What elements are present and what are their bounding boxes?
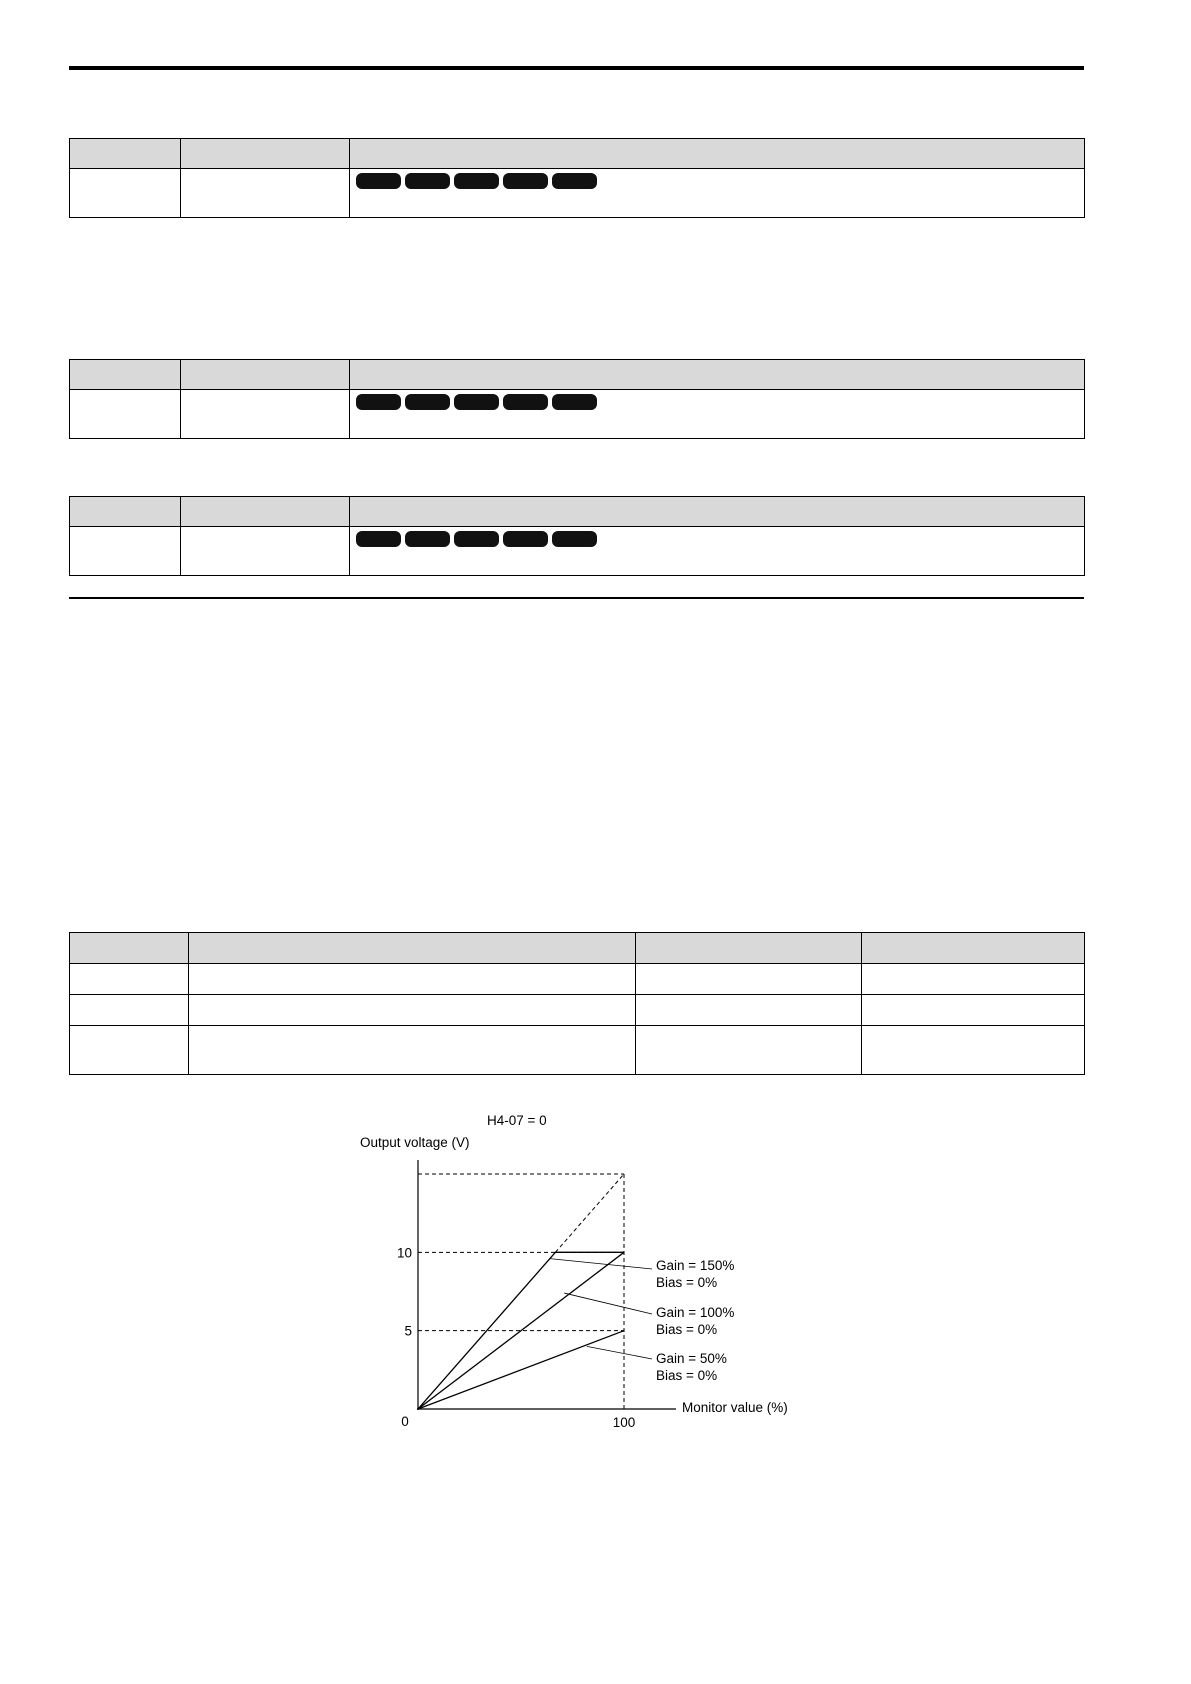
control-mode-badge xyxy=(552,394,597,410)
chart-marks xyxy=(417,1160,676,1410)
gain150-unclipped-dashed-line xyxy=(555,1174,624,1252)
control-mode-badge xyxy=(454,531,499,547)
control-mode-badge xyxy=(503,531,548,547)
table-row xyxy=(70,527,1085,576)
callout-leader-1 xyxy=(564,1293,652,1314)
bias-label-150: Bias = 0% xyxy=(656,1275,718,1290)
parameter-table-2 xyxy=(69,359,1085,439)
y-tick-label-5: 5 xyxy=(404,1323,412,1339)
control-mode-badge xyxy=(503,394,548,410)
callout-leader-2 xyxy=(587,1346,652,1359)
control-mode-badges xyxy=(350,169,1084,189)
settings-table xyxy=(69,932,1085,1075)
section-divider xyxy=(69,597,1084,599)
control-mode-badges xyxy=(350,527,1084,547)
table-row xyxy=(70,995,1085,1026)
control-mode-badge xyxy=(552,531,597,547)
series-line-2 xyxy=(418,1331,624,1409)
control-mode-badge xyxy=(356,531,401,547)
gain-label-50: Gain = 50% xyxy=(656,1351,727,1366)
control-mode-badge xyxy=(552,173,597,189)
table-header-row xyxy=(70,139,1085,169)
control-mode-badge xyxy=(405,173,450,189)
parameter-table-3 xyxy=(69,496,1085,576)
table-header-row xyxy=(70,933,1085,964)
table-row xyxy=(70,1026,1085,1075)
gain-label-150: Gain = 150% xyxy=(656,1258,735,1273)
figure-condition: H4-07 = 0 xyxy=(487,1113,547,1128)
gain-bias-figure xyxy=(340,1105,820,1450)
control-mode-badge xyxy=(356,173,401,189)
control-mode-badge xyxy=(454,394,499,410)
gain-label-100: Gain = 100% xyxy=(656,1305,735,1320)
table-row xyxy=(70,169,1085,218)
table-row xyxy=(70,390,1085,439)
control-mode-badges xyxy=(350,390,1084,410)
bias-label-100: Bias = 0% xyxy=(656,1322,718,1337)
x-tick-label-100: 100 xyxy=(612,1415,636,1430)
table-header-row xyxy=(70,497,1085,527)
control-mode-badge xyxy=(454,173,499,189)
control-mode-badge xyxy=(503,173,548,189)
origin-label: 0 xyxy=(401,1414,409,1429)
y-axis-label: Output voltage (V) xyxy=(360,1135,470,1150)
x-axis-label: Monitor value (%) xyxy=(682,1400,788,1415)
callout-leader-0 xyxy=(550,1259,652,1269)
table-header-row xyxy=(70,360,1085,390)
table-row xyxy=(70,964,1085,995)
control-mode-badge xyxy=(356,394,401,410)
parameter-table-1 xyxy=(69,138,1085,218)
top-rule xyxy=(69,66,1084,70)
control-mode-badge xyxy=(405,531,450,547)
control-mode-badge xyxy=(405,394,450,410)
y-tick-label-10: 10 xyxy=(396,1245,412,1261)
bias-label-50: Bias = 0% xyxy=(656,1368,718,1383)
